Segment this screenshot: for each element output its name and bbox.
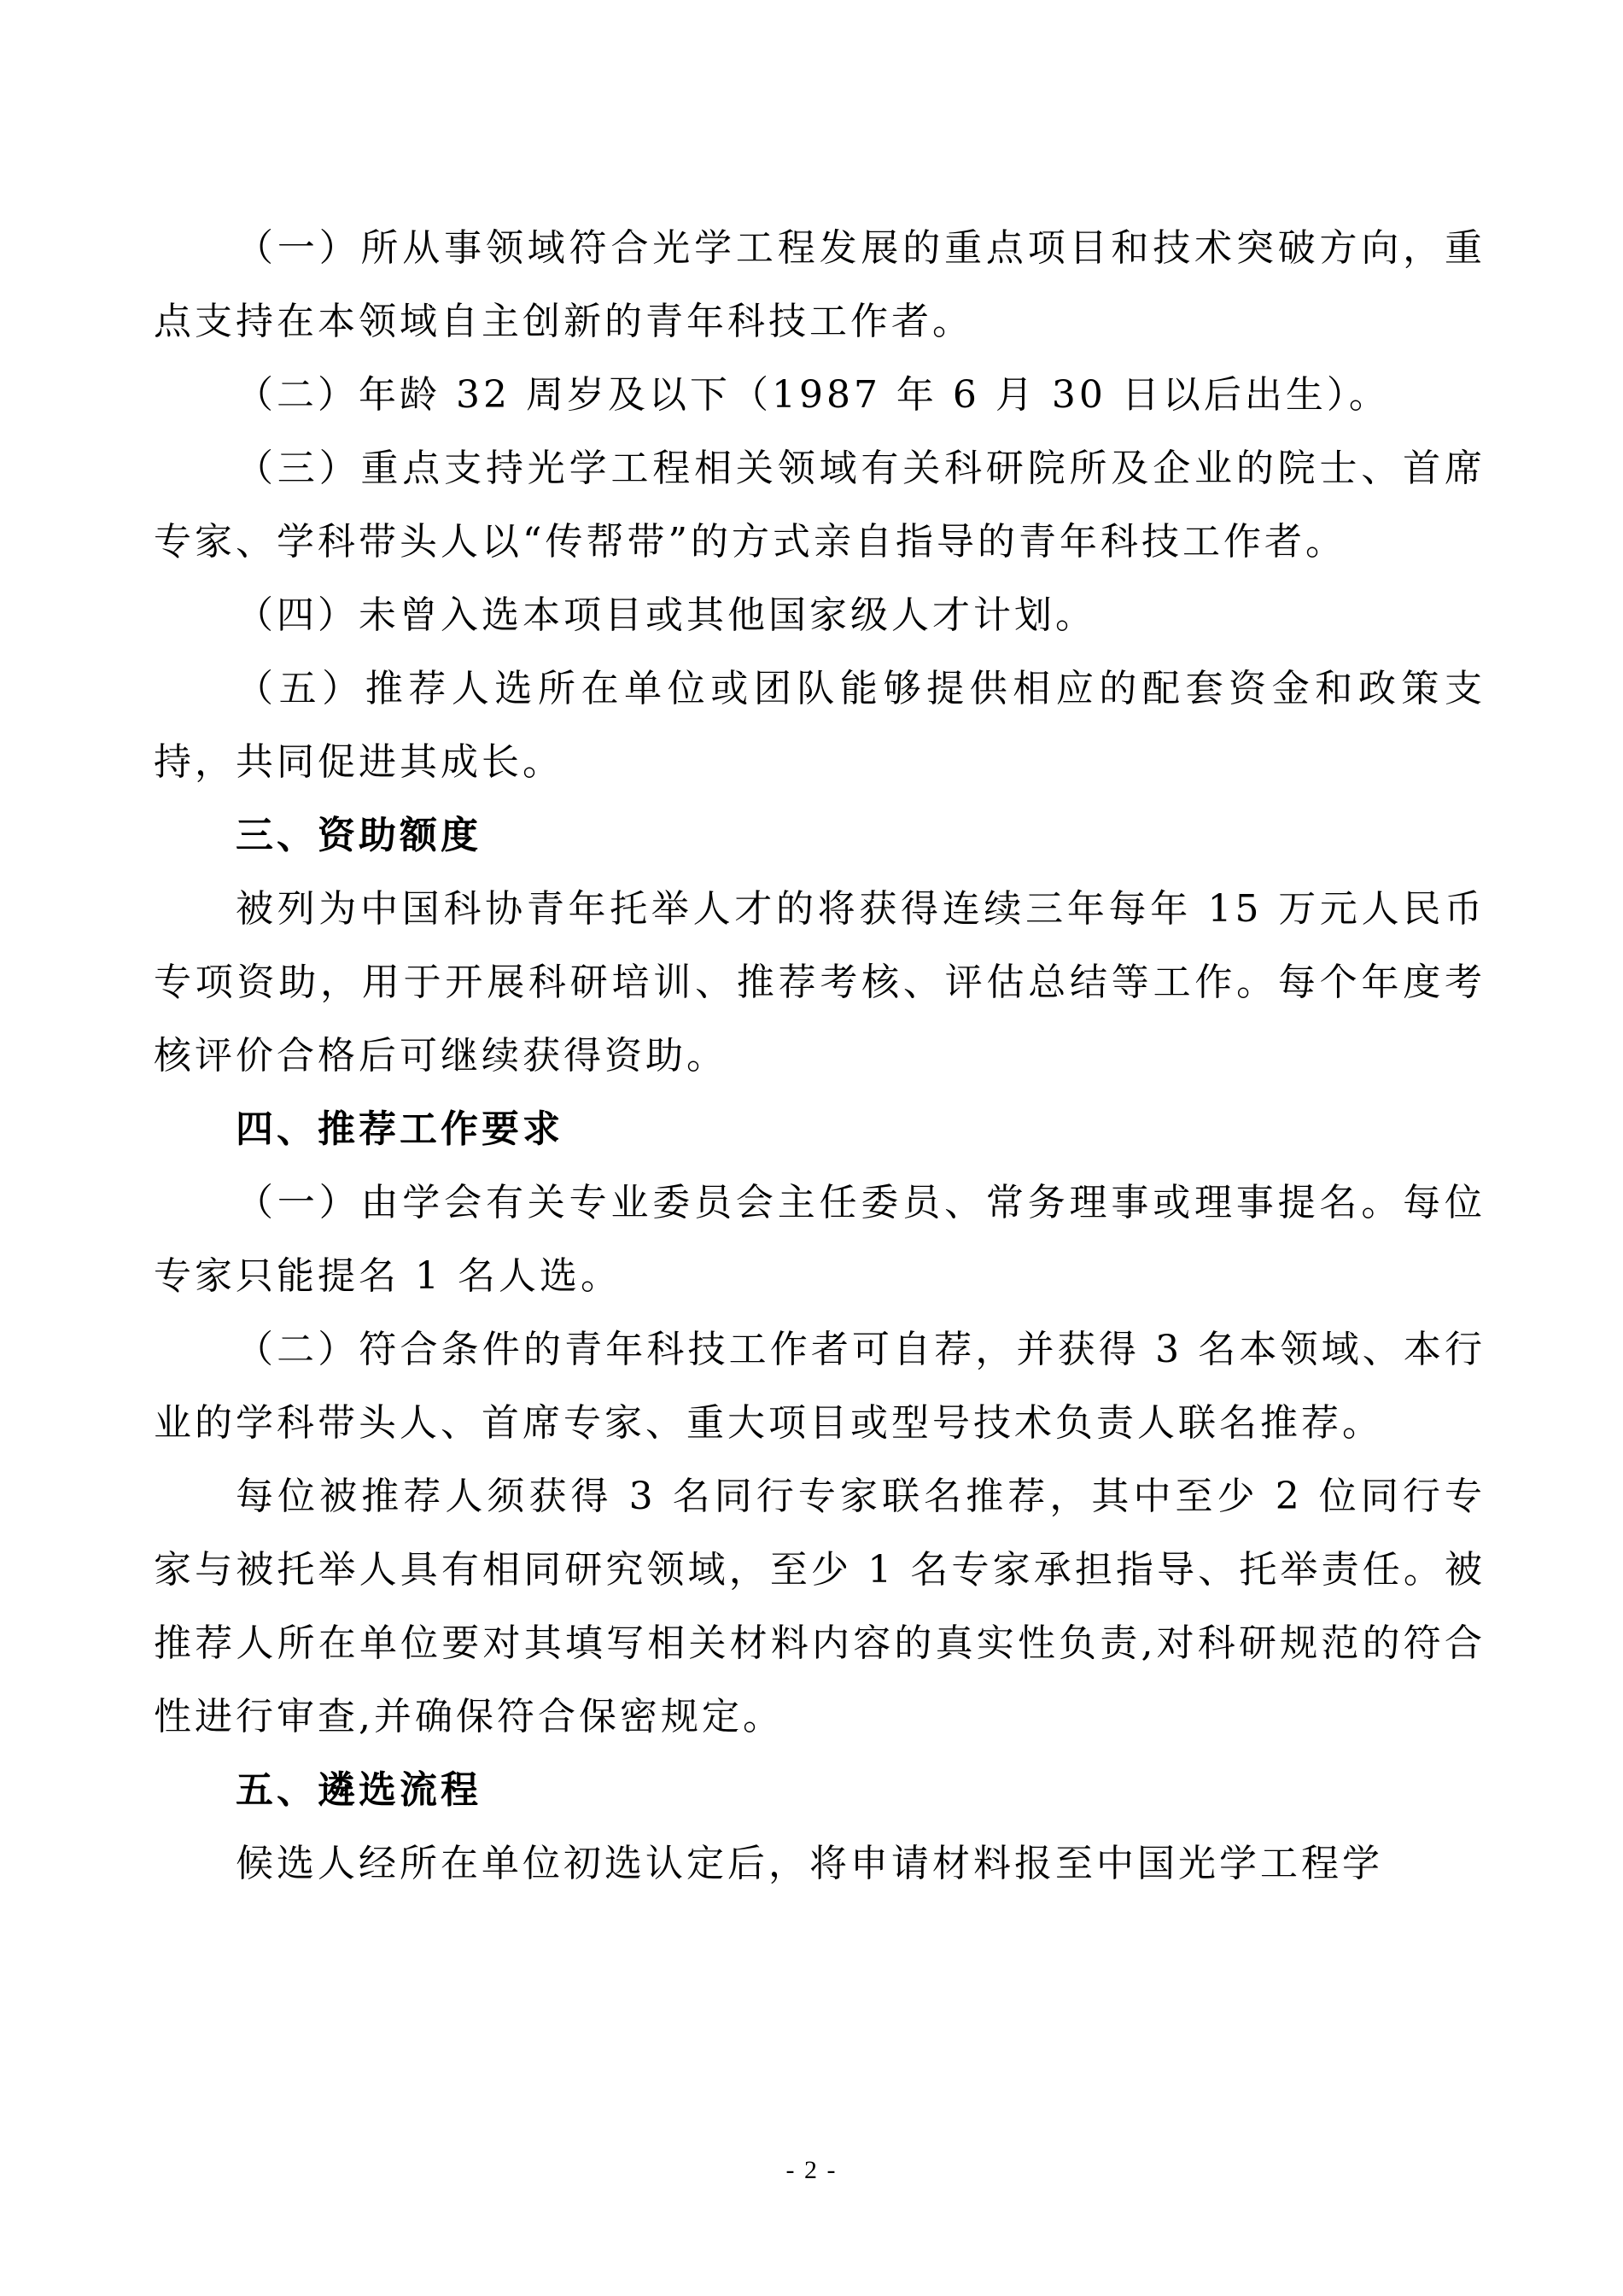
paragraph-requirement-2: （二）符合条件的青年科技工作者可自荐，并获得 3 名本领域、本行业的学科带头人、首席专家、重大项目或型号技术负责人联名推荐。 (154, 1328, 1486, 1445)
paragraph-criteria-4: （四）未曾入选本项目或其他国家级人才计划。 (236, 593, 1096, 637)
paragraph-funding: 被列为中国科协青年托举人才的将获得连续三年每年 15 万元人民币专项资助，用于开展科研培训、推荐考核、评估总结等工作。每个年度考核评价合格后可继续获得资助。 (154, 887, 1486, 1078)
paragraph-requirement-1: （一）由学会有关专业委员会主任委员、常务理事或理事提名。每位专家只能提名 1 名人选。 (154, 1181, 1486, 1298)
section-heading-funding: 三、资助额度 (236, 814, 482, 857)
paragraph-criteria-5: （五）推荐人选所在单位或团队能够提供相应的配套资金和政策支持，共同促进其成长。 (154, 667, 1486, 784)
paragraph-requirement-3: 每位被推荐人须获得 3 名同行专家联名推荐，其中至少 2 位同行专家与被托举人具有相同研究领域，至少 1 名专家承担指导、托举责任。被推荐人所在单位要对其填写相关材料内容的真实性负责,对科研规范的符合性进行审查,并确保符合保密规定。 (154, 1475, 1486, 1738)
paragraph-criteria-3: （三）重点支持光学工程相关领域有关科研院所及企业的院士、首席专家、学科带头人以“传帮带”的方式亲自指导的青年科技工作者。 (154, 447, 1486, 564)
paragraph-selection: 候选人经所在单位初选认定后，将申请材料报至中国光学工程学 (236, 1842, 1383, 1885)
document-body (154, 212, 1486, 1901)
section-heading-selection: 五、遴选流程 (236, 1768, 482, 1812)
section-heading-requirements: 四、推荐工作要求 (236, 1107, 563, 1151)
page-number: - 2 - (785, 2156, 838, 2184)
paragraph-criteria-1: （一）所从事领域符合光学工程发展的重点项目和技术突破方向，重点支持在本领域自主创新的青年科技工作者。 (154, 226, 1486, 343)
paragraph-criteria-2: （二）年龄 32 周岁及以下（1987 年 6 月 30 日以后出生）。 (236, 373, 1390, 417)
